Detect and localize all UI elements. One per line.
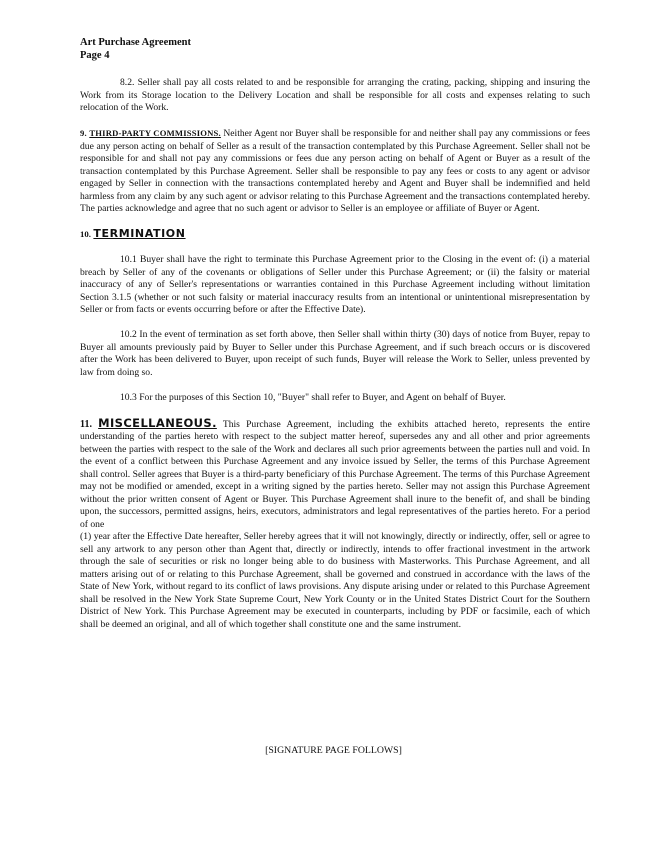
section-10-3: 10.3 For the purposes of this Section 10, "Buyer" shall refer to Buyer, and Agent on behalf of Buyer. — [120, 391, 506, 403]
section-11-number: 11. — [80, 418, 92, 430]
document-body — [80, 77, 590, 631]
section-11-title: MISCELLANEOUS. — [98, 415, 217, 430]
section-9-title: THIRD-PARTY COMMISSIONS. — [89, 128, 221, 138]
section-11 — [80, 417, 590, 532]
section-11-text: This Purchase Agreement, including the exhibits attached hereto, represents the entire understanding of the parties hereto with respect to the subject matter hereof, supersedes any and all other and prior agreements between the parties with respect to the sale of the Work and declares all such prior agreements between the parties null and void. In the event of a conflict between this Purchase Agreement and any invoice issued by Seller, the terms of this Purchase Agreement shall control. Seller agrees that Buyer is a third-party beneficiary of this Purchase Agreement. The terms of this Purchase Agreement may not be modified or amended, except in a writing signed by the parties hereto. Seller may not assign this Purchase Agreement without the prior written consent of Agent or Buyer. This Purchase Agreement shall inure to the benefit of, and shall be binding upon, the successors, permitted assigns, heirs, executors, administrators and legal representatives of the parties hereto. For a period of one — [80, 418, 590, 530]
page-header — [80, 36, 191, 62]
section-10-heading — [80, 228, 590, 242]
signature-page-notice: [SIGNATURE PAGE FOLLOWS] — [265, 745, 402, 756]
section-10-2: 10.2 In the event of termination as set forth above, then Seller shall within thirty (30) days of notice from Buyer, repay to Buyer all amounts previously paid by Buyer to Seller under this Purchase Agreement, and if such breach occurs or is discovered after the Work has been delivered to Buyer, upon receipt of such funds, Buyer will release the Work to Seller, unless prevented by law from doing so. — [80, 329, 590, 378]
page-number: Page 4 — [80, 50, 110, 61]
section-8-2: 8.2. Seller shall pay all costs related to and be responsible for arranging the crating, packing, shipping and insuring the Work from its Storage location to the Delivery Location and shall be responsible for all costs and expenses relating to such relocation of the Work. — [80, 77, 590, 113]
section-10-title: TERMINATION — [93, 227, 186, 240]
section-10-1: 10.1 Buyer shall have the right to terminate this Purchase Agreement prior to the Closing in the event of: (i) a material breach by Seller of any of the covenants or obligations of Seller under this Purchase Agreement; or (ii) the falsity or material inaccuracy of any of Seller's representations or warranties contained in this Purchase Agreement including without limitation Section 3.1.5 (whether or not such falsity or material inaccuracy results from an intentional or unintentional misrepresentation by Seller or from facts or events occurring before or after the Effective Date). — [80, 254, 590, 315]
section-9-number: 9. — [80, 128, 87, 138]
section-11-continued: (1) year after the Effective Date hereafter, Seller hereby agrees that it will not knowingly, directly or indirectly, offer, sell or agree to sell any artwork to any person other than Agent that, directly or indirectly, intends to offer fractional investment in the artwork through the sale of securities or risk no longer being able to do business with Masterworks. This Purchase Agreement, and all matters arising out of or relating to this Purchase Agreement, shall be governed and construed in accordance with the laws of the State of New York, without regard to its conflict of laws provisions. Any dispute arising under or related to this Purchase Agreement shall be resolved in the New York State Supreme Court, New York County or in the United States District Court for the Southern District of New York. This Purchase Agreement may be executed in counterparts, including by PDF or facsimile, each of which shall be deemed an original, and all of which together shall constitute one and the same instrument. — [80, 531, 590, 630]
section-9-text: Neither Agent nor Buyer shall be responsible for and neither shall pay any commissions or fees due any person acting on behalf of Seller as a result of the transaction contemplated by this Purchase Agreement. Seller shall not be responsible for and shall not pay any commissions or fees due any person acting on behalf of Agent or Buyer as a result of the transaction contemplated by this Purchase Agreement. Seller shall be responsible to pay any fees or costs to any agent or advisor engaged by Seller in connection with the transactions contemplated hereby and Agent and Buyer shall be indemnified and held harmless from any claim by any such agent or advisor relating to this Purchase Agreement and the transactions contemplated hereby. The parties acknowledge and agree that no such agent or advisor to Seller is an employee or affiliate of Buyer or Agent. — [80, 128, 590, 214]
document-title: Art Purchase Agreement — [80, 37, 191, 48]
section-9 — [80, 127, 590, 216]
section-10-number: 10. — [80, 229, 91, 239]
